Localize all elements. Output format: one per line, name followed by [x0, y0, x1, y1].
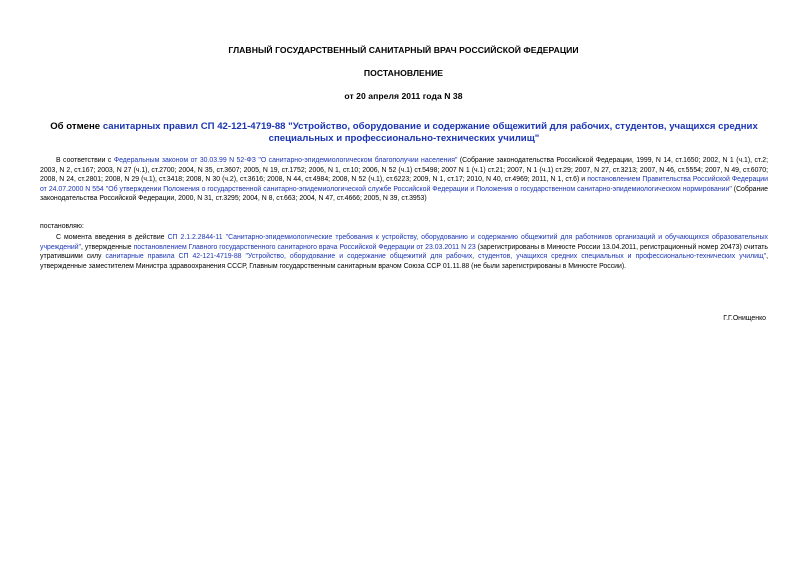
title-prefix: Об отмене — [50, 121, 103, 132]
clause-text-4: , утвержденные заместителем Министра здравоохранения СССР, Главным государственным санитарным врачом Союза ССР 01.11.88 (не были зарегистрированы в Минюсте России). — [40, 253, 768, 270]
clause-text-2: , утвержденные — [81, 243, 134, 251]
link-sp-2-1-2-2844-11[interactable]: СП 2.1.2.2844-11 "Санитарно-эпидемиологические требования к устройству, оборудованию и содержанию общежитий для работников организаций и обучающихся образовательных учреждений" — [40, 234, 768, 251]
preamble-text-3: (Собрание законодательства Российской Федерации, 2000, N 31, ст.3295; 2004, N 8, ст.663; 2004, N 47, ст.4666; 2005, N 39, ст.3953) — [40, 185, 768, 202]
signature: Г.Г.Онищенко — [723, 315, 766, 322]
clause-paragraph — [40, 233, 768, 271]
document-title — [40, 121, 768, 145]
preamble-text-1: В соответствии с — [56, 157, 114, 164]
preamble-paragraph — [40, 156, 768, 204]
document-date-number: от 20 апреля 2011 года N 38 — [344, 91, 463, 101]
title-link-sp-42-121[interactable]: санитарных правил СП 42-121-4719-88 "Устройство, оборудование и содержание общежитий для рабочих, студентов, учащихся средних специальных и профессионально-технических училищ" — [102, 121, 758, 144]
issuing-authority: ГЛАВНЫЙ ГОСУДАРСТВЕННЫЙ САНИТАРНЫЙ ВРАЧ РОССИЙСКОЙ ФЕДЕРАЦИИ — [228, 45, 579, 55]
link-government-decree-554[interactable]: постановлением Правительства Российской Федерации от 24.07.2000 N 554 "Об утверждении Положения о государственной санитарно-эпидемиологической службе Российской Федерации и Положения о государственном санитарно-эпидемиологическом нормировании" — [40, 176, 768, 193]
preamble-text-2: (Собрание законодательства Российской Федерации, 1999, N 14, ст.1650; 2002, N 1 (ч.1), ст.2; 2003, N 2, ст.167; 2003, N 27 (ч.1), ст.2700; 2004, N 35, ст.3607; 2005, N 19, ст.1752; 2006, N 1, ст.10; 2006, N 52 (ч.1) ст.5498; 2007 N 1 (ч.1) ст.21; 2007, N 1 (ч.1) ст.29; 2007, N 27, ст.3213; 2007, N 46, ст.5554; 2007, N 49, ст.6070; 2008, N 24, ст.2801; 2008, N 29 (ч.1), ст.3418; 2008, N 30 (ч.2), ст.3616; 2008, N 44, ст.4984; 2008, N 52 (ч.1), ст.6223; 2009, N 1, ст.17; 2010, N 40, ст.4969; 2011, N 1, ст.6) и — [40, 157, 769, 183]
link-decree-23[interactable]: постановлением Главного государственного санитарного врача Российской Федерации от 23.03.2011 N 23 — [133, 243, 476, 251]
clause-text-1: С момента введения в действие — [56, 234, 168, 241]
link-sp-42-121-4719-88[interactable]: санитарные правила СП 42-121-4719-88 "Устройство, оборудование и содержание общежитий для рабочих, студентов, учащихся средних специальных и профессионально-технических училищ" — [105, 253, 767, 260]
resolves-line: постановляю: — [40, 223, 84, 230]
link-federal-law-52fz[interactable]: Федеральным законом от 30.03.99 N 52-ФЗ "О санитарно-эпидемиологическом благополучии населения" — [113, 157, 458, 164]
document-type: ПОСТАНОВЛЕНИЕ — [363, 68, 444, 78]
clause-text-3: (зарегистрированы в Минюсте России 13.04.2011, регистрационный номер 20473) считать утратившими силу — [40, 243, 769, 260]
